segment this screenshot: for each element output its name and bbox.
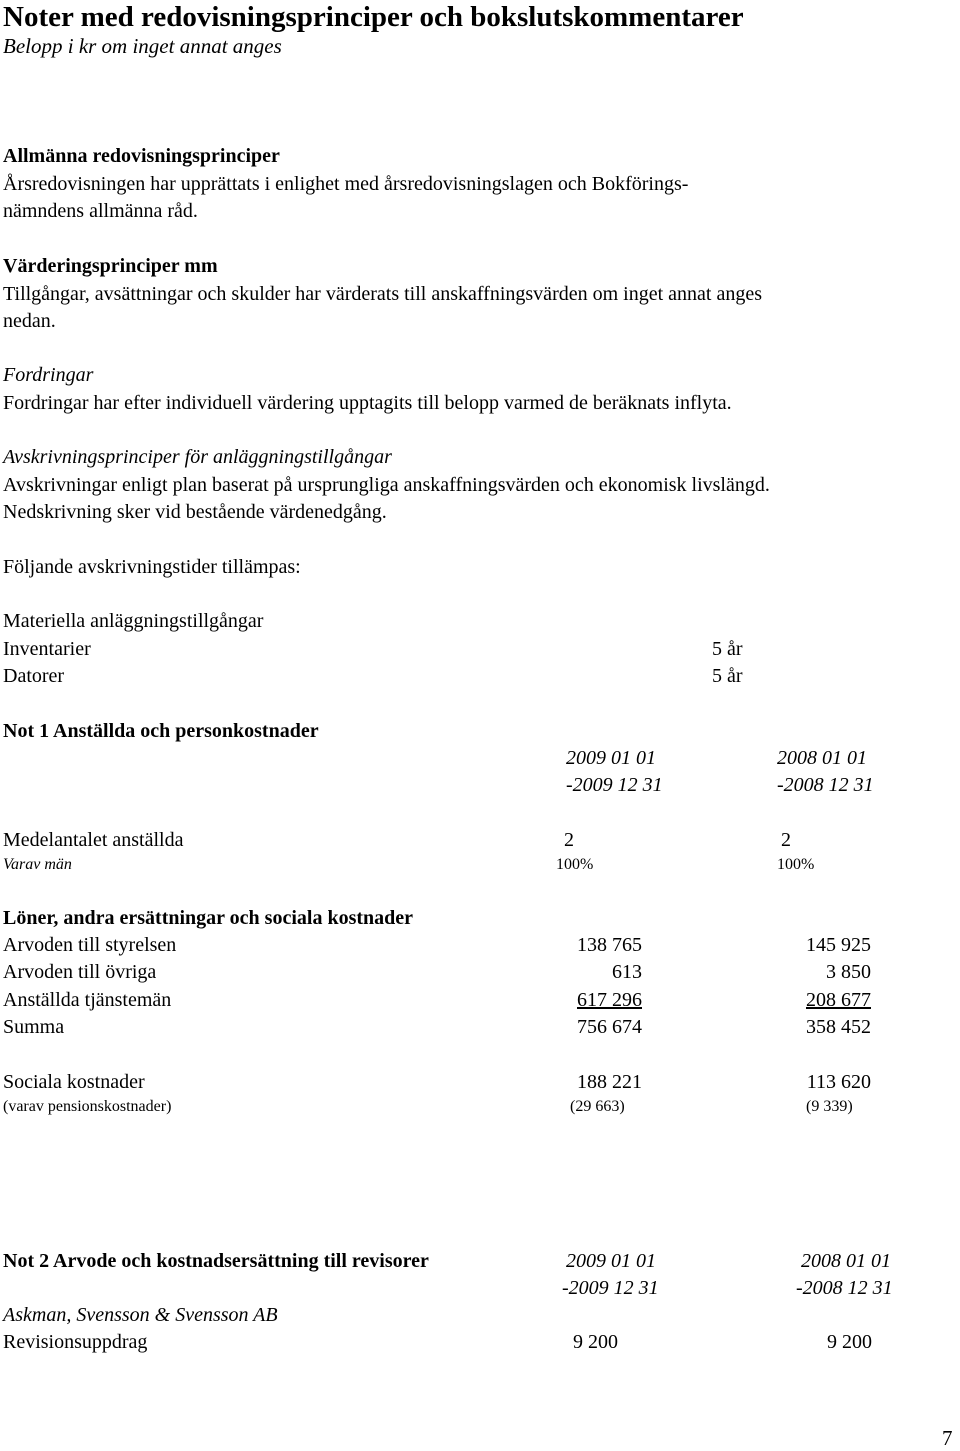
note2-period-2008: 2008 01 01 <box>801 1250 891 1272</box>
employees-value-2009: 2 <box>564 829 574 851</box>
table-row-label: Arvoden till styrelsen <box>3 934 177 956</box>
audit-assignment-label: Revisionsuppdrag <box>3 1331 148 1353</box>
depreciation-text: Avskrivningar enligt plan baserat på ursprungliga anskaffningsvärden och ekonomisk livslängd. <box>3 474 770 496</box>
general-principles-heading: Allmänna redovisningsprinciper <box>3 145 280 167</box>
pension-costs-2008: (9 339) <box>806 1098 853 1115</box>
note1-period-2009: 2009 01 01 <box>566 747 656 769</box>
table-row-label: Arvoden till övriga <box>3 961 157 983</box>
social-costs-label: Sociala kostnader <box>3 1071 145 1093</box>
depreciation-heading: Avskrivningsprinciper för anläggningstillgångar <box>3 446 392 468</box>
table-row-value-2008: 208 677 <box>806 989 871 1011</box>
employees-value-2008: 2 <box>781 829 791 851</box>
asset-item-period: 5 år <box>712 665 743 687</box>
table-row-label: Anställda tjänstemän <box>3 989 172 1011</box>
page-title: Noter med redovisningsprinciper och bokslutskommentarer <box>3 1 744 33</box>
audit-assignment-2008: 9 200 <box>827 1331 872 1353</box>
note1-period-2009: -2009 12 31 <box>566 774 663 796</box>
page-number: 7 <box>942 1426 953 1450</box>
table-row-value-2009: 617 296 <box>577 989 642 1011</box>
asset-item-label: Datorer <box>3 665 65 687</box>
receivables-text: Fordringar har efter individuell värdering upptagits till belopp varmed de beräknats inflyta. <box>3 392 732 414</box>
note2-heading: Not 2 Arvode och kostnadsersättning till revisorer <box>3 1250 429 1272</box>
note1-heading: Not 1 Anställda och personkostnader <box>3 720 319 742</box>
note2-period-2008: -2008 12 31 <box>796 1277 893 1299</box>
men-share-2008: 100% <box>777 856 815 873</box>
table-row-value-2009: 613 <box>612 961 642 983</box>
valuation-principles-text: nedan. <box>3 310 56 332</box>
pension-costs-2009: (29 663) <box>570 1098 625 1115</box>
employees-label: Medelantalet anställda <box>3 829 184 851</box>
note1-period-2008: -2008 12 31 <box>777 774 874 796</box>
table-row-value-2008: 145 925 <box>806 934 871 956</box>
men-share-2009: 100% <box>556 856 594 873</box>
pension-costs-label: (varav pensionskostnader) <box>3 1098 172 1115</box>
depreciation-periods-intro: Följande avskrivningstider tillämpas: <box>3 556 301 578</box>
general-principles-text: nämndens allmänna råd. <box>3 200 198 222</box>
valuation-principles-text: Tillgångar, avsättningar och skulder har värderats till anskaffningsvärden om inget annat anges <box>3 283 762 305</box>
depreciation-text: Nedskrivning sker vid bestående värdenedgång. <box>3 501 387 523</box>
table-row-value-2009: 756 674 <box>577 1016 642 1038</box>
social-costs-2009: 188 221 <box>577 1071 642 1093</box>
page-subtitle: Belopp i kr om inget annat anges <box>3 34 282 58</box>
note2-period-2009: 2009 01 01 <box>566 1250 656 1272</box>
valuation-principles-heading: Värderingsprinciper mm <box>3 255 218 277</box>
auditor-firm: Askman, Svensson & Svensson AB <box>3 1304 278 1326</box>
table-row-value-2008: 3 850 <box>826 961 871 983</box>
table-row-value-2008: 358 452 <box>806 1016 871 1038</box>
table-row-label: Summa <box>3 1016 65 1038</box>
asset-item-label: Inventarier <box>3 638 91 660</box>
asset-group-label: Materiella anläggningstillgångar <box>3 610 264 632</box>
asset-item-period: 5 år <box>712 638 743 660</box>
receivables-heading: Fordringar <box>3 364 94 386</box>
men-share-label: Varav män <box>3 856 72 873</box>
note2-period-2009: -2009 12 31 <box>562 1277 659 1299</box>
note1-period-2008: 2008 01 01 <box>777 747 867 769</box>
table-row-value-2009: 138 765 <box>577 934 642 956</box>
general-principles-text: Årsredovisningen har upprättats i enlighet med årsredovisningslagen och Bokförings- <box>3 173 689 195</box>
salaries-heading: Löner, andra ersättningar och sociala kostnader <box>3 907 414 929</box>
audit-assignment-2009: 9 200 <box>573 1331 618 1353</box>
social-costs-2008: 113 620 <box>806 1071 871 1093</box>
